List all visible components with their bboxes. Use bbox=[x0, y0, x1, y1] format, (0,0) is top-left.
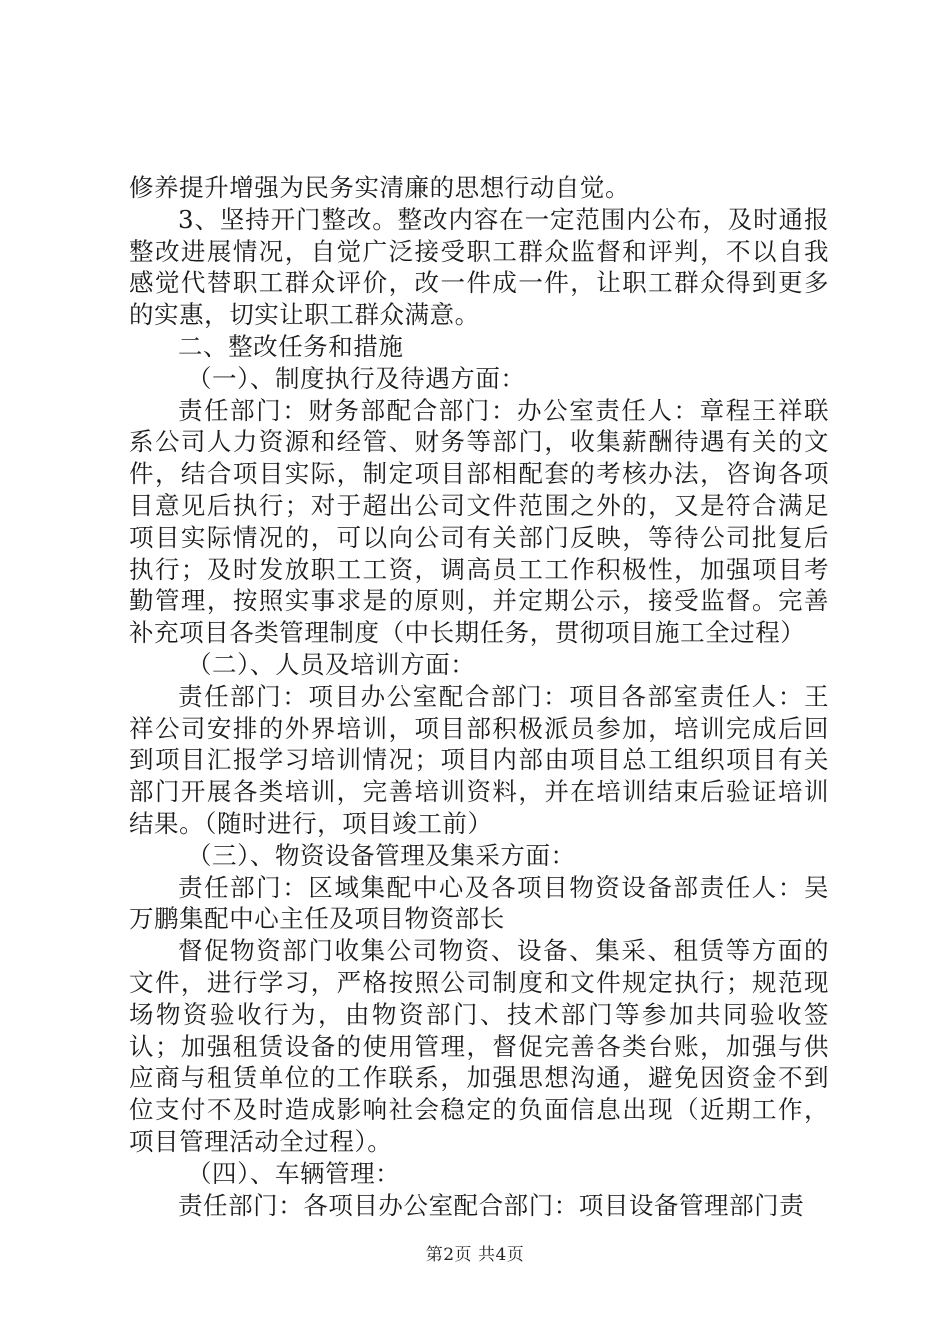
document-body bbox=[129, 172, 829, 1221]
paragraph-6: 督促物资部门收集公司物资、设备、集采、租赁等方面的文件，进行学习，严格按照公司制度和文件规定执行；规范现场物资验收行为，由物资部门、技术部门等参加共同验收签认；加强租赁设备的使用管理，督促完善各类台账，加强与供应商与租赁单位的工作联系，加强思想沟通，避免因资金不到位支付不及时造成影响社会稳定的负面信息出现（近期工作，项目管理活动全过程）。 bbox=[129, 936, 829, 1156]
paragraph-2: 3、坚持开门整改。整改内容在一定范围内公布，及时通报整改进展情况，自觉广泛接受职工群众监督和评判，不以自我感觉代替职工群众评价，改一件成一件，让职工群众得到更多的实惠，切实让职工群众满意。 bbox=[129, 204, 829, 330]
paragraph-1: 修养提升增强为民务实清廉的思想行动自觉。 bbox=[129, 173, 630, 202]
paragraph-5: 责任部门：区域集配中心及各项目物资设备部责任人：吴万鹏集配中心主任及项目物资部长 bbox=[129, 872, 829, 934]
page-footer bbox=[0, 1244, 950, 1266]
subsection-heading-1: （一）、制度执行及待遇方面： bbox=[187, 363, 526, 393]
paragraph-3: 责任部门：财务部配合部门：办公室责任人：章程王祥联系公司人力资源和经管、财务等部门，收集薪酬待遇有关的文件，结合项目实际，制定项目部相配套的考核办法，咨询各项目意见后执行；对于超出公司文件范围之外的，又是符合满足项目实际情况的，可以向公司有关部门反映，等待公司批复后执行；及时发放职工工资，调高员工工作积极性，加强项目考勤管理，按照实事求是的原则，并定期公示，接受监督。完善补充项目各类管理制度（中长期任务，贯彻项目施工全过程） bbox=[129, 395, 829, 648]
subsection-heading-2: （二）、人员及培训方面： bbox=[187, 649, 476, 679]
paragraph-7: 责任部门：各项目办公室配合部门：项目设备管理部门责 bbox=[178, 1190, 805, 1220]
subsection-heading-3: （三）、物资设备管理及集采方面： bbox=[187, 840, 576, 870]
paragraph-4: 责任部门：项目办公室配合部门：项目各部室责任人：王祥公司安排的外界培训，项目部积极派员参加，培训完成后回到项目汇报学习培训情况；项目内部由项目总工组织项目有关部门开展各类培训，完善培训资料，并在培训结束后验证培训结果。（随时进行，项目竣工前） bbox=[129, 681, 829, 838]
page-number-label: 第2页 共4页 bbox=[425, 1245, 525, 1265]
section-heading-2: 二、整改任务和措施 bbox=[178, 331, 404, 361]
subsection-heading-4: （四）、车辆管理： bbox=[187, 1158, 401, 1188]
